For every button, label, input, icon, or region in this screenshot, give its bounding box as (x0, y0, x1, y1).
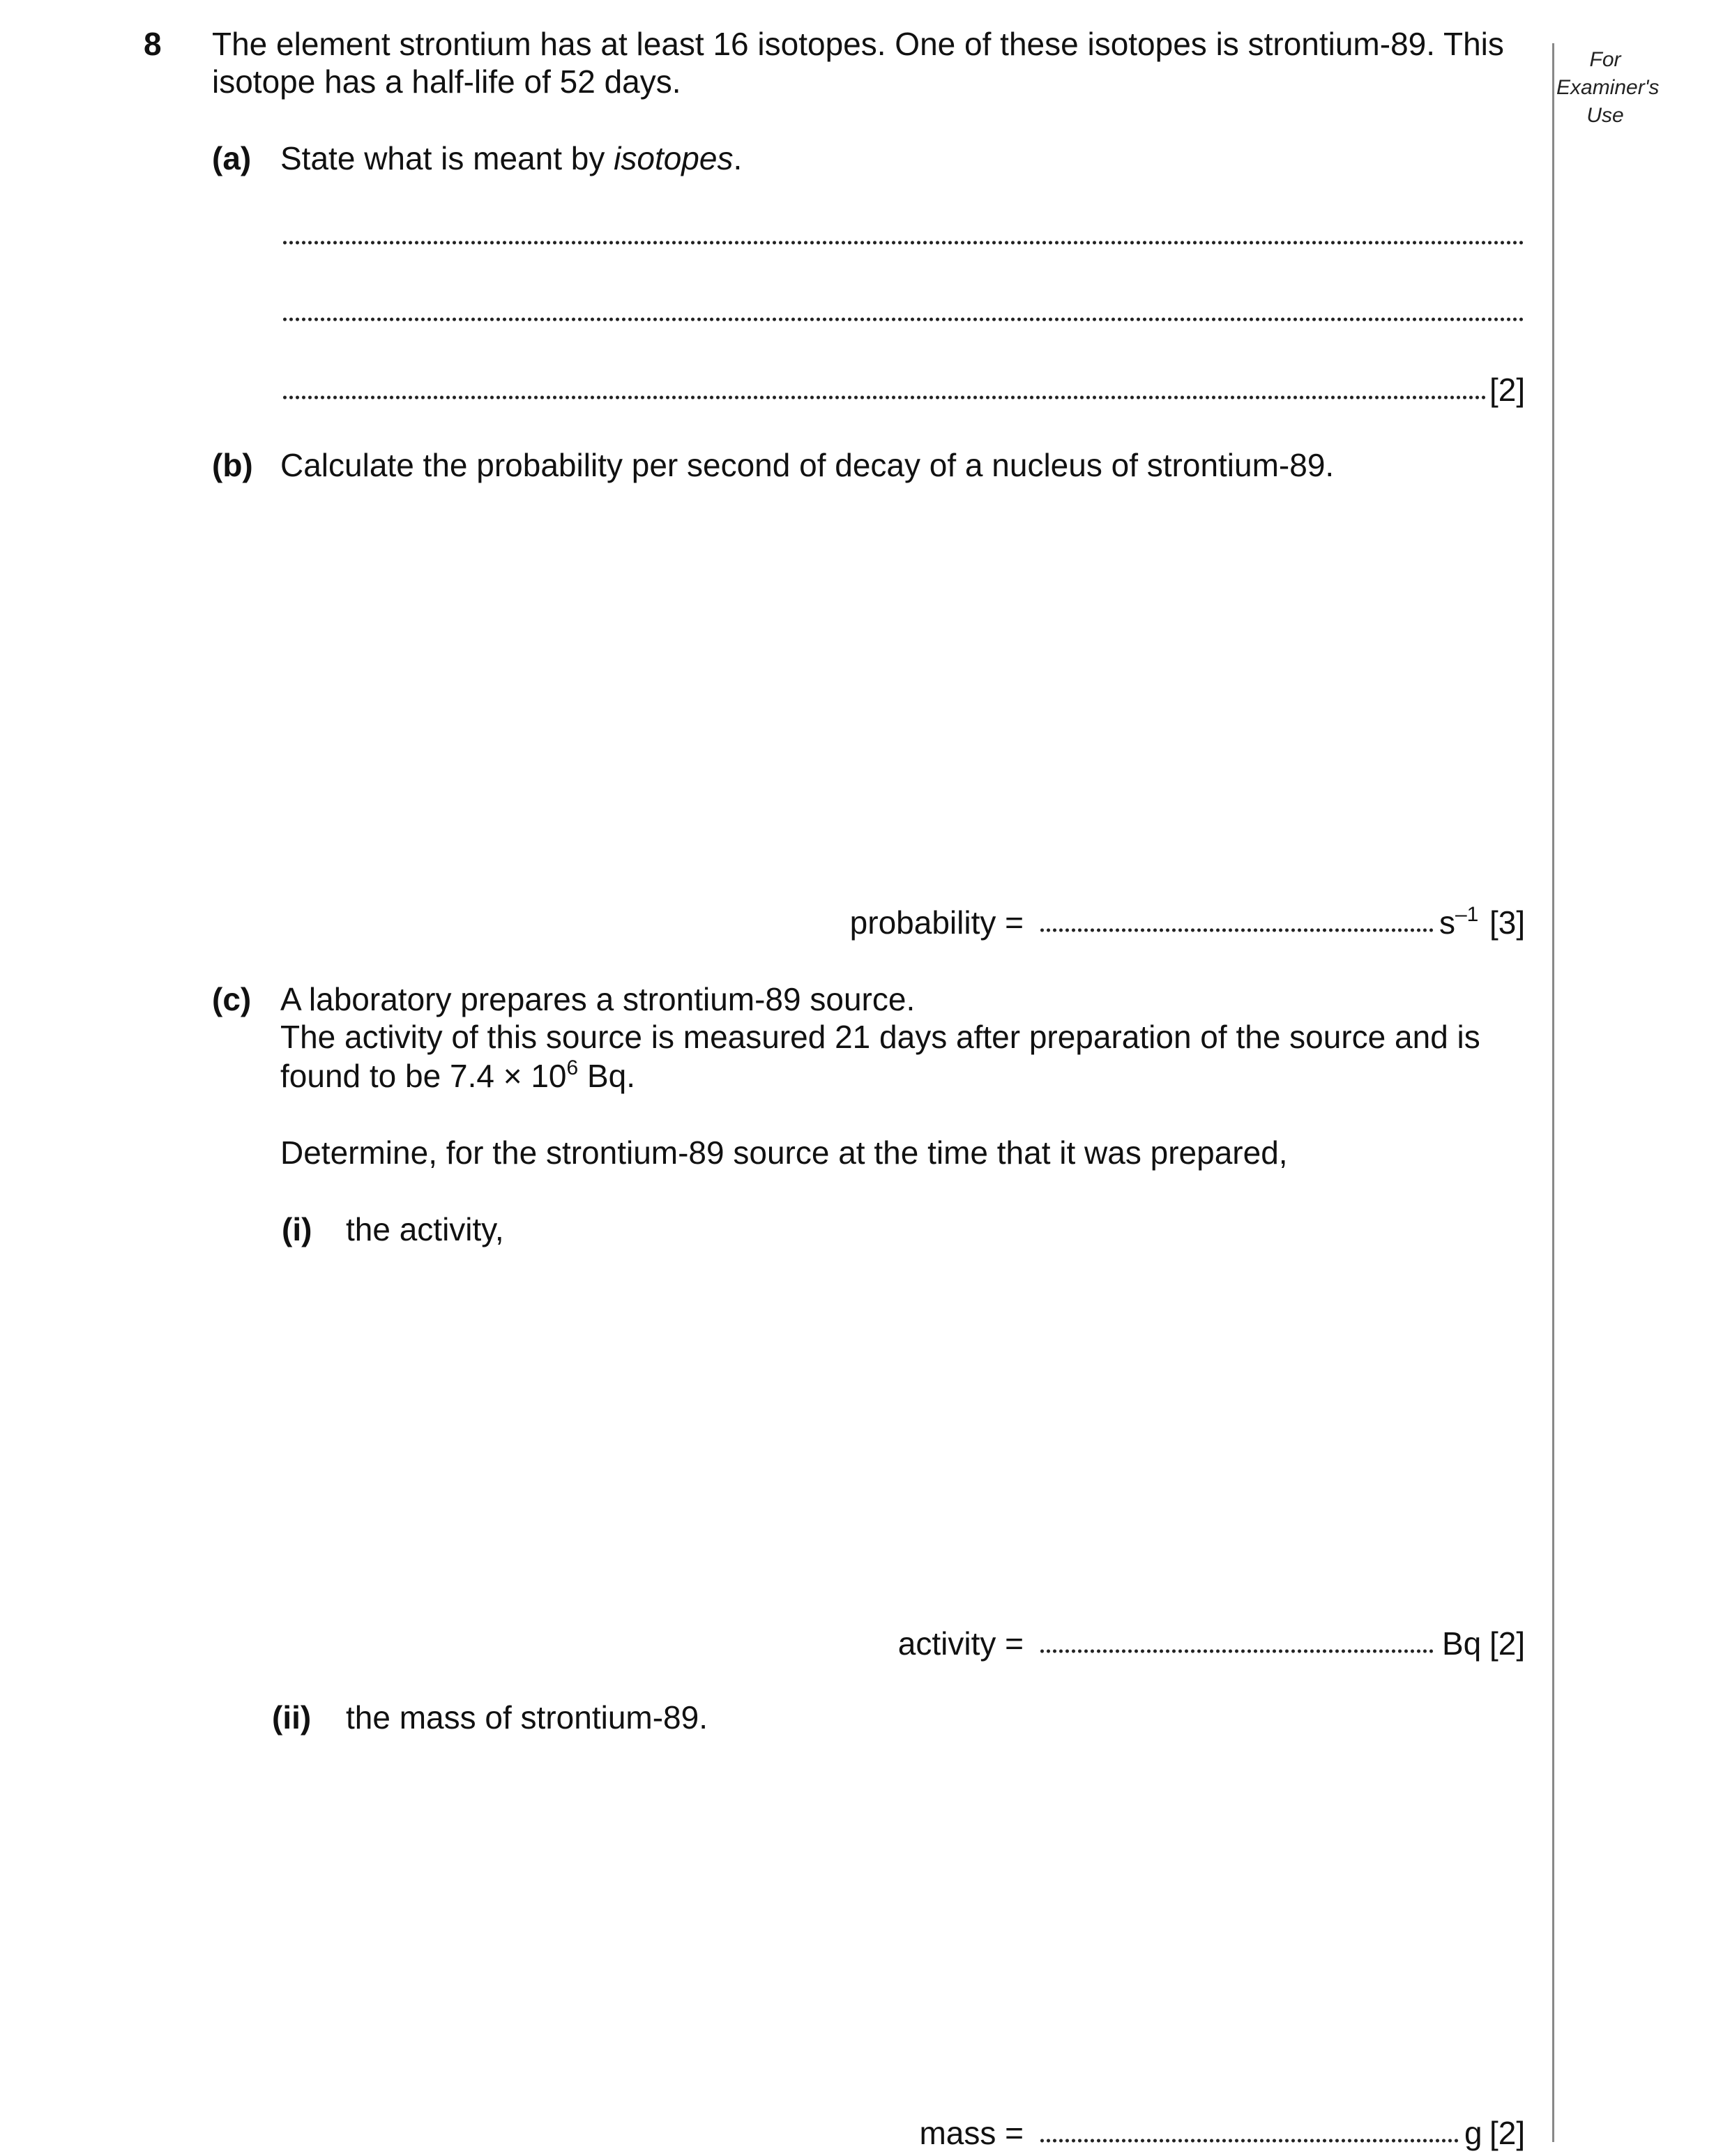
part-a-answer-line-3[interactable] (282, 393, 1485, 402)
part-c-i-marks: [2] (1489, 1625, 1526, 1662)
question-intro-line2: isotope has a half-life of 52 days. (212, 63, 681, 100)
probability-unit (1439, 904, 1478, 946)
part-a-text-after: . (733, 140, 743, 176)
activity-unit: Bq (1442, 1625, 1482, 1662)
examiner-use-note (1556, 46, 1660, 130)
part-c-line3-before: found to be 7.4 × 10 (280, 1058, 567, 1094)
examiner-note-line2: Examiner's (1556, 76, 1660, 99)
activity-answer-line[interactable] (1039, 1647, 1434, 1655)
part-c-ii-prompt: the mass of strontium-89. (346, 1699, 708, 1736)
part-c-label: (c) (212, 981, 252, 1017)
part-c-line2: The activity of this source is measured 21 days after preparation of the source and is (280, 1019, 1480, 1055)
probability-answer-label: probability = (849, 904, 1024, 941)
part-b-prompt: Calculate the probability per second of decay of a nucleus of strontium-89. (280, 447, 1335, 483)
part-c-i-prompt: the activity, (346, 1211, 504, 1247)
examiner-margin-rule (1552, 43, 1554, 2142)
probability-answer-line[interactable] (1039, 926, 1434, 934)
part-c-line3-exponent: 6 (566, 1056, 579, 1079)
part-c-ii-marks: [2] (1489, 2115, 1526, 2151)
probability-unit-exponent: –1 (1455, 903, 1479, 926)
part-b-label: (b) (212, 447, 253, 483)
part-a-answer-line-1[interactable] (282, 238, 1523, 247)
question-number: 8 (144, 26, 162, 62)
part-a-text-before: State what is meant by (280, 140, 614, 176)
part-c-instruction: Determine, for the strontium-89 source at the time that it was prepared, (280, 1134, 1288, 1171)
part-c-line3-after: Bq. (578, 1058, 636, 1094)
examiner-note-line1: For (1589, 48, 1621, 71)
activity-answer-label: activity = (897, 1625, 1024, 1662)
part-b-marks: [3] (1489, 904, 1526, 941)
part-a-italic-term: isotopes (614, 140, 734, 176)
mass-unit: g (1464, 2115, 1482, 2151)
part-a-answer-line-2[interactable] (282, 315, 1523, 324)
probability-unit-base: s (1439, 904, 1455, 941)
mass-answer-label: mass = (919, 2115, 1024, 2151)
part-c-i-label: (i) (282, 1211, 312, 1247)
part-c-line3 (280, 1057, 635, 1100)
part-c-line1: A laboratory prepares a strontium-89 source. (280, 981, 916, 1017)
mass-answer-line[interactable] (1039, 2136, 1460, 2145)
examiner-note-line3: Use (1586, 104, 1624, 127)
part-a-marks: [2] (1489, 372, 1526, 408)
part-a-prompt (280, 139, 742, 177)
question-intro-line1: The element strontium has at least 16 isotopes. One of these isotopes is strontium-89. This (212, 26, 1504, 62)
part-c-ii-label: (ii) (272, 1699, 312, 1736)
part-a-label: (a) (212, 140, 252, 176)
